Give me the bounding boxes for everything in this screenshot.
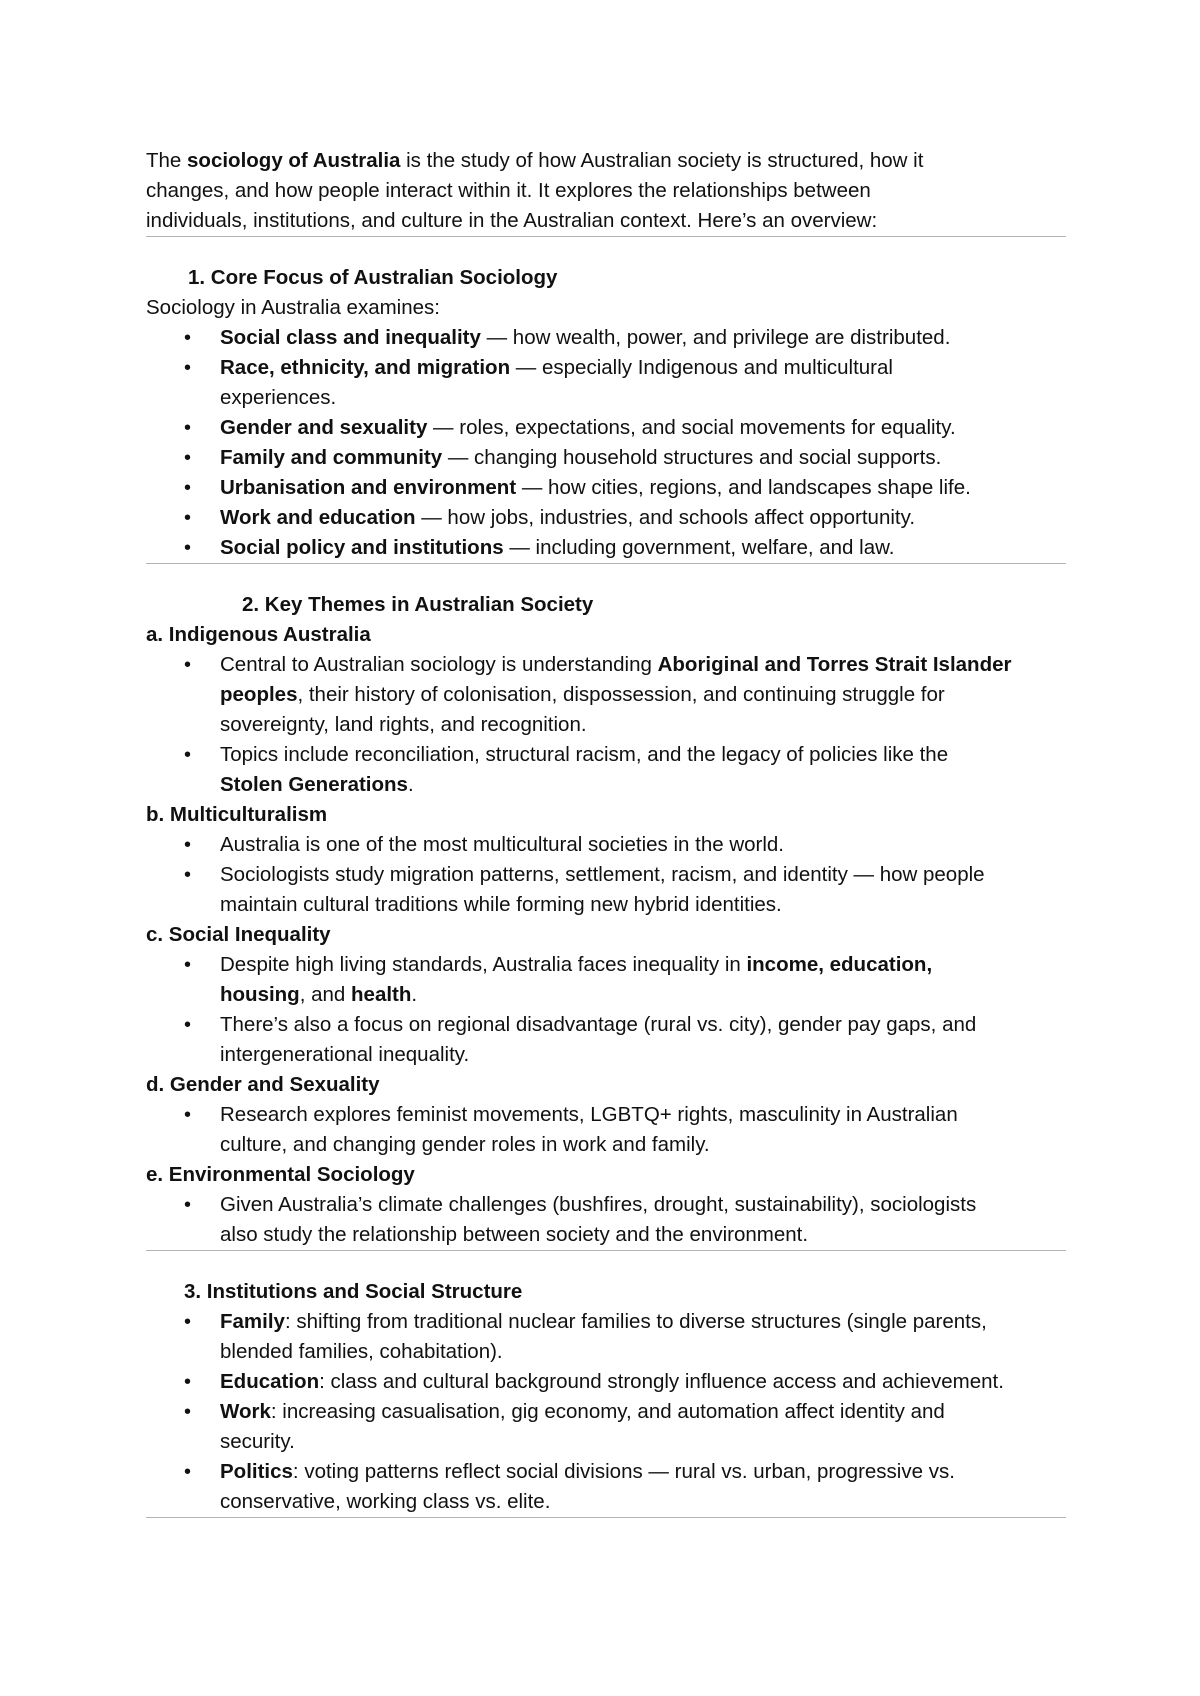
item-text: Topics include reconciliation, structural racism, and the legacy of policies like the [220, 743, 949, 766]
list-item [146, 353, 1066, 413]
section-1-list [146, 323, 1066, 563]
subsection-list-environment [146, 1190, 1066, 1250]
item-term: Urbanisation and environment [220, 476, 517, 499]
section-1-lead: Sociology in Australia examines: [146, 296, 440, 319]
section-1-heading: 1. Core Focus of Australian Sociology [188, 266, 558, 289]
intro-line-1 [146, 146, 1066, 176]
subsection-list-indigenous [146, 650, 1066, 800]
list-item [146, 503, 1066, 533]
intro-bold-term: sociology of Australia [187, 149, 401, 172]
list-item [146, 533, 1066, 563]
divider [146, 236, 1066, 237]
list-item [146, 830, 1066, 860]
item-text: : increasing casualisation, gig economy, and automation affect identity and [270, 1400, 945, 1423]
document-body [146, 146, 1066, 1518]
item-term: Gender and sexuality [220, 416, 428, 439]
divider [146, 563, 1066, 564]
item-text: Central to Australian sociology is understanding [220, 653, 658, 676]
item-text: . [407, 773, 414, 796]
item-text-cont: security. [220, 1430, 295, 1453]
item-text: Research explores feminist movements, LGBTQ+ rights, masculinity in Australian [220, 1103, 958, 1126]
item-text: — changing household structures and social supports. [442, 446, 942, 469]
item-text: Australia is one of the most multicultural societies in the world. [220, 833, 785, 856]
item-text-cont: intergenerational inequality. [220, 1043, 470, 1066]
item-term: peoples [220, 683, 298, 706]
item-text: . [411, 983, 418, 1006]
item-text: There’s also a focus on regional disadvantage (rural vs. city), gender pay gaps, and [220, 1013, 977, 1036]
item-term: Politics [220, 1460, 293, 1483]
item-term: Work and education [220, 506, 416, 529]
intro-line-2: changes, and how people interact within it. It explores the relationships between [146, 179, 871, 202]
item-text: : class and cultural background strongly influence access and achievement. [319, 1370, 1004, 1393]
list-item [146, 950, 1066, 1010]
subsection-list-multiculturalism [146, 830, 1066, 920]
item-term: income, education, [746, 953, 933, 976]
divider [146, 1517, 1066, 1518]
item-term: housing [220, 983, 300, 1006]
list-item [146, 1367, 1066, 1397]
item-term: Work [220, 1400, 271, 1423]
intro-paragraph [146, 146, 1066, 236]
item-term: Aboriginal and Torres Strait Islander [657, 653, 1012, 676]
list-item [146, 443, 1066, 473]
subsection-heading-inequality: c. Social Inequality [146, 923, 331, 946]
item-text: Given Australia’s climate challenges (bushfires, drought, sustainability), sociologists [220, 1193, 977, 1216]
section-2-heading: 2. Key Themes in Australian Society [242, 593, 594, 616]
divider [146, 1250, 1066, 1251]
list-item [146, 1190, 1066, 1250]
list-item [146, 1010, 1066, 1070]
list-item [146, 860, 1066, 920]
list-item [146, 473, 1066, 503]
list-item [146, 1457, 1066, 1517]
item-text-cont: blended families, cohabitation). [220, 1340, 503, 1363]
list-item [146, 1307, 1066, 1367]
intro-line-3: individuals, institutions, and culture in the Australian context. Here’s an overview: [146, 209, 878, 232]
item-text: — how wealth, power, and privilege are distributed. [480, 326, 951, 349]
item-text: — how jobs, industries, and schools affect opportunity. [415, 506, 916, 529]
list-item [146, 740, 1066, 800]
subsection-heading-gender: d. Gender and Sexuality [146, 1073, 380, 1096]
item-term: Family [220, 1310, 285, 1333]
item-text: — including government, welfare, and law. [503, 536, 895, 559]
list-item [146, 650, 1066, 740]
item-term: Race, ethnicity, and migration [220, 356, 511, 379]
section-3-list [146, 1307, 1066, 1517]
subsection-list-inequality [146, 950, 1066, 1070]
item-text: — especially Indigenous and multicultural [510, 356, 893, 379]
item-text-cont: sovereignty, land rights, and recognition. [220, 713, 587, 736]
item-text-cont: maintain cultural traditions while forming new hybrid identities. [220, 893, 782, 916]
item-text-cont: also study the relationship between society and the environment. [220, 1223, 809, 1246]
item-text: — how cities, regions, and landscapes shape life. [516, 476, 971, 499]
subsection-heading-environment: e. Environmental Sociology [146, 1163, 415, 1186]
item-text: : shifting from traditional nuclear families to diverse structures (single parents, [284, 1310, 987, 1333]
item-text: , their history of colonisation, dispossession, and continuing struggle for [297, 683, 945, 706]
item-term: health [351, 983, 412, 1006]
item-text-cont: conservative, working class vs. elite. [220, 1490, 551, 1513]
subsection-heading-multiculturalism: b. Multiculturalism [146, 803, 328, 826]
item-term: Social policy and institutions [220, 536, 504, 559]
section-3-heading: 3. Institutions and Social Structure [184, 1280, 523, 1303]
subsection-heading-indigenous: a. Indigenous Australia [146, 623, 371, 646]
item-term: Family and community [220, 446, 443, 469]
intro-text: is the study of how Australian society is structured, how it [400, 149, 924, 172]
item-term: Social class and inequality [220, 326, 481, 349]
item-text-cont: culture, and changing gender roles in work and family. [220, 1133, 710, 1156]
list-item [146, 1397, 1066, 1457]
item-term: Education [220, 1370, 320, 1393]
item-text: , and [299, 983, 352, 1006]
item-text: Despite high living standards, Australia faces inequality in [220, 953, 747, 976]
item-text-cont: experiences. [220, 386, 337, 409]
list-item [146, 413, 1066, 443]
item-term: Stolen Generations [220, 773, 408, 796]
list-item [146, 1100, 1066, 1160]
list-item [146, 323, 1066, 353]
item-text: : voting patterns reflect social divisions — rural vs. urban, progressive vs. [292, 1460, 955, 1483]
item-text: — roles, expectations, and social movements for equality. [427, 416, 956, 439]
subsection-list-gender [146, 1100, 1066, 1160]
intro-text: The [146, 149, 188, 172]
item-text: Sociologists study migration patterns, settlement, racism, and identity — how people [220, 863, 985, 886]
